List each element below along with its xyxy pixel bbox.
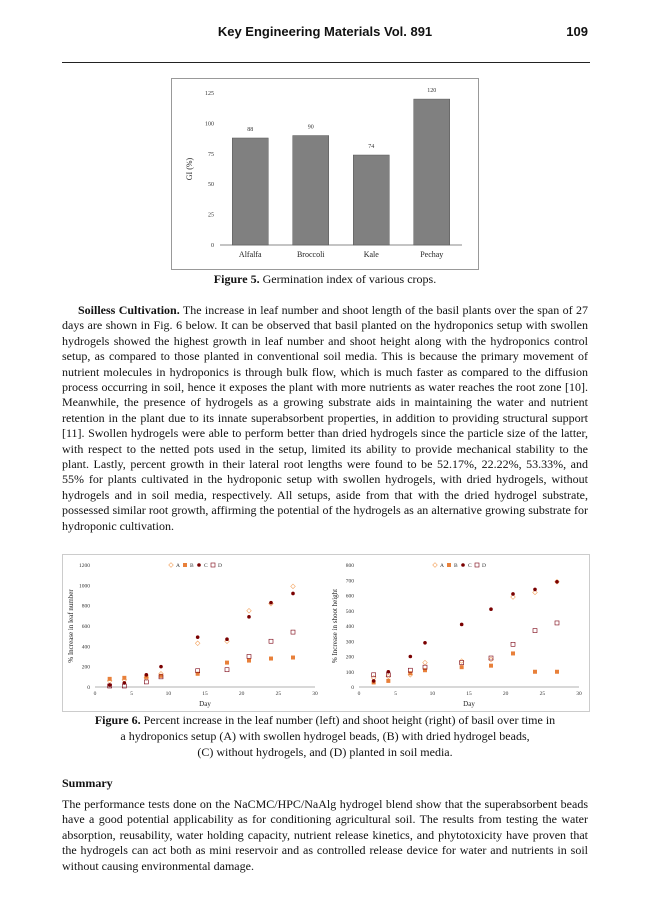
figure-6-caption-line3: (C) without hydrogels, and (D) planted in soil media. — [197, 745, 453, 759]
leaf-point-a — [291, 584, 296, 589]
leaf-y-tick-label: 1200 — [79, 563, 90, 569]
leaf-legend-label: D — [218, 563, 222, 569]
leaf-legend-marker-a — [169, 563, 174, 568]
bar-alfalfa — [232, 138, 268, 245]
figure-5-chart — [171, 78, 479, 270]
leaf-point-b — [196, 672, 200, 676]
shoot-point-c — [423, 641, 427, 645]
page-number: 109 — [566, 24, 588, 39]
figure-6-label: Figure 6. — [94, 713, 141, 727]
bar-data-label: 74 — [368, 144, 375, 151]
leaf-point-b — [159, 674, 163, 678]
shoot-y-tick-label: 800 — [345, 563, 354, 569]
leaf-point-b — [108, 677, 112, 681]
running-header — [0, 24, 650, 42]
leaf-point-b — [247, 659, 251, 663]
y-tick-label: 50 — [208, 182, 214, 189]
shoot-y-tick-label: 200 — [345, 654, 354, 661]
leaf-point-c — [269, 601, 273, 605]
shoot-legend-label: D — [482, 563, 486, 569]
shoot-point-b — [408, 671, 412, 675]
leaf-point-b — [291, 656, 295, 660]
y-tick-label: 125 — [205, 91, 214, 97]
y-axis-label: GI (%) — [185, 157, 194, 181]
leaf-x-tick-label: 30 — [312, 691, 318, 697]
x-tick-label: Pechay — [420, 250, 444, 259]
x-tick-label: Kale — [363, 250, 379, 259]
figure-5-caption — [62, 271, 588, 287]
leaf-x-tick-label: 20 — [238, 691, 245, 697]
leaf-point-d — [247, 655, 251, 659]
leaf-x-tick-label: 10 — [165, 691, 172, 697]
shoot-x-tick-label: 0 — [357, 691, 361, 697]
summary-paragraph: The performance tests done on the NaCMC/HPC/NaAlg hydrogel blend show that the superabsorbent beads have a good potential applicability as for conditioning agricultural soil. The results from testing the water absorption, reusability, water holding capacity, nutrient release kinetics, and phytotoxicity have proven that the hydrogels can act both as mini reservoir and as controlled release device for water and nutrients in soil without causing environmental damage. — [62, 797, 588, 873]
shoot-y-axis-label: % Increase in shoot height — [331, 588, 339, 664]
shoot-y-tick-label: 400 — [345, 624, 354, 630]
shoot-point-a — [489, 657, 494, 662]
shoot-legend-label: A — [440, 563, 444, 569]
shoot-legend-label: C — [468, 563, 472, 569]
summary-heading: Summary — [62, 776, 113, 790]
leaf-y-tick-label: 0 — [87, 685, 90, 691]
shoot-x-tick-label: 5 — [394, 691, 398, 697]
leaf-point-b — [225, 661, 229, 665]
figure-6-chart — [62, 554, 590, 712]
shoot-point-b — [386, 679, 390, 683]
figure-6-left-svg — [63, 555, 325, 711]
shoot-legend-marker-b — [447, 563, 451, 567]
figure-6-caption-line2: a hydroponics setup (A) with swollen hydrogel beads, (B) with dried hydrogel beads, — [120, 729, 530, 743]
leaf-x-tick-label: 15 — [202, 691, 208, 697]
leaf-point-b — [269, 657, 273, 661]
shoot-point-c — [409, 655, 413, 659]
shoot-point-d — [460, 661, 464, 665]
leaf-legend-marker-d — [211, 563, 215, 567]
bar-data-label: 90 — [307, 124, 314, 131]
shoot-point-b — [460, 665, 464, 669]
shoot-point-b — [555, 670, 559, 674]
shoot-point-b — [489, 664, 493, 668]
figure-5-svg — [172, 79, 478, 269]
leaf-point-a — [195, 641, 200, 646]
figure-6-caption-line1: Percent increase in the leaf number (left) and shoot height (right) of basil over time in — [143, 713, 556, 727]
shoot-legend-marker-a — [433, 563, 438, 568]
figure-5-label: Figure 5. — [213, 272, 260, 286]
leaf-point-c — [225, 637, 229, 641]
shoot-y-tick-label: 500 — [345, 608, 354, 615]
shoot-point-d — [489, 656, 493, 660]
bar-data-label: 120 — [427, 88, 437, 95]
shoot-point-d — [555, 621, 559, 625]
x-tick-label: Broccoli — [296, 250, 325, 259]
leaf-legend-marker-b — [183, 563, 187, 567]
shoot-point-c — [460, 623, 464, 627]
shoot-point-a — [459, 659, 464, 664]
leaf-legend-label: B — [190, 563, 194, 569]
shoot-legend-marker-d — [475, 563, 479, 567]
leaf-point-c — [196, 635, 200, 639]
soilless-heading: Soilless Cultivation. — [78, 303, 180, 317]
shoot-y-tick-label: 300 — [345, 639, 354, 646]
shoot-point-c — [372, 679, 376, 683]
shoot-point-c — [533, 588, 537, 592]
leaf-legend-label: A — [176, 563, 180, 569]
shoot-x-tick-label: 25 — [539, 691, 546, 697]
leaf-point-d — [269, 639, 273, 643]
shoot-point-a — [386, 674, 391, 679]
bar-data-label: 88 — [247, 126, 254, 133]
soilless-paragraph — [62, 303, 588, 534]
leaf-point-c — [247, 615, 251, 619]
journal-title: Key Engineering Materials Vol. 891 — [217, 24, 433, 39]
bar-kale — [353, 155, 389, 245]
shoot-point-c — [511, 592, 515, 596]
leaf-x-axis-label: Day — [199, 700, 211, 708]
shoot-point-b — [423, 668, 427, 672]
shoot-point-d — [511, 642, 515, 646]
shoot-x-tick-label: 10 — [429, 691, 436, 697]
x-tick-label: Alfalfa — [238, 250, 262, 259]
shoot-point-b — [511, 651, 515, 655]
leaf-y-tick-label: 600 — [81, 624, 90, 630]
leaf-x-tick-label: 25 — [275, 691, 282, 697]
leaf-x-tick-label: 0 — [93, 691, 97, 697]
shoot-point-b — [533, 670, 537, 674]
leaf-legend-label: C — [204, 563, 208, 569]
shoot-y-tick-label: 700 — [345, 578, 354, 585]
shoot-legend-label: B — [454, 563, 458, 569]
shoot-x-tick-label: 30 — [576, 691, 582, 697]
leaf-point-d — [225, 668, 229, 672]
leaf-y-tick-label: 200 — [81, 664, 90, 671]
shoot-point-c — [555, 580, 559, 584]
leaf-point-a — [247, 608, 252, 613]
shoot-y-tick-label: 600 — [345, 593, 354, 600]
bar-pechay — [414, 99, 450, 245]
leaf-point-c — [145, 673, 149, 677]
bar-broccoli — [293, 136, 329, 245]
header-rule — [62, 62, 590, 63]
shoot-point-c — [489, 607, 493, 611]
shoot-x-tick-label: 15 — [466, 691, 472, 697]
shoot-point-d — [533, 629, 537, 633]
leaf-y-axis-label: % Increase in leaf number — [67, 589, 75, 663]
shoot-x-tick-label: 20 — [502, 691, 509, 697]
shoot-x-axis-label: Day — [463, 700, 475, 708]
leaf-legend-marker-c — [197, 563, 201, 567]
figure-6-caption — [62, 712, 588, 760]
leaf-point-b — [122, 676, 126, 680]
y-tick-label: 0 — [211, 243, 214, 249]
leaf-point-d — [291, 630, 295, 634]
y-tick-label: 100 — [205, 121, 214, 128]
y-tick-label: 25 — [208, 212, 214, 219]
leaf-point-c — [159, 665, 163, 669]
leaf-y-tick-label: 800 — [81, 603, 90, 610]
soilless-text: The increase in leaf number and shoot length of the basil plants over the span of 27 days are shown in Fig. 6 below. It can be observed that basil planted on the hydroponics setup with swollen hydrogels showed the highest growth in leaf number and shoot height along with the hydroponics control setup, as compared to those planted in conventional soil media. This is because the primary movement of nutrient molecules in hydroponics is through bulk flow, which is much faster as compared to the diffusion process occurring in soil, hence it exposes the plant with more nutrients as water reaches the root zone [10]. Meanwhile, the presence of hydrogels as a growing substrate aids in maintaining the water and nutrient retention in the plant due to its innate superabsorbent properties, in addition to providing structural support [11]. Swollen hydrogels were able to perform better than dried hydrogels since the particle size of the latter, with respect to the netted pots used in the setup, limited its ability to provide mechanical stability to the plant. Lastly, percent growth in their lateral root lengths were found to be 52.17%, 22.22%, 53.33%, and 55% for plants cultivated in the hydroponic setup with swollen hydrogels, with dried hydrogels, without hydrogels and in soil media, respectively. All setups, aside from that with the dried hydrogel substrate, possessed similar root growth, affirming the potential of the hydrogels as an alternative growing substrate for hydroponic cultivation. — [62, 303, 588, 533]
shoot-point-a — [423, 660, 428, 665]
shoot-y-tick-label: 100 — [345, 669, 354, 676]
leaf-x-tick-label: 5 — [130, 691, 134, 697]
figure-5-caption-text: Germination index of various crops. — [262, 272, 437, 286]
figure-6-right-svg — [327, 555, 589, 711]
leaf-y-tick-label: 400 — [81, 644, 90, 651]
leaf-y-tick-label: 1000 — [79, 583, 90, 590]
shoot-legend-marker-c — [461, 563, 465, 567]
shoot-point-d — [372, 673, 376, 677]
shoot-y-tick-label: 0 — [351, 685, 354, 691]
y-tick-label: 75 — [208, 151, 214, 158]
leaf-point-c — [291, 592, 295, 596]
